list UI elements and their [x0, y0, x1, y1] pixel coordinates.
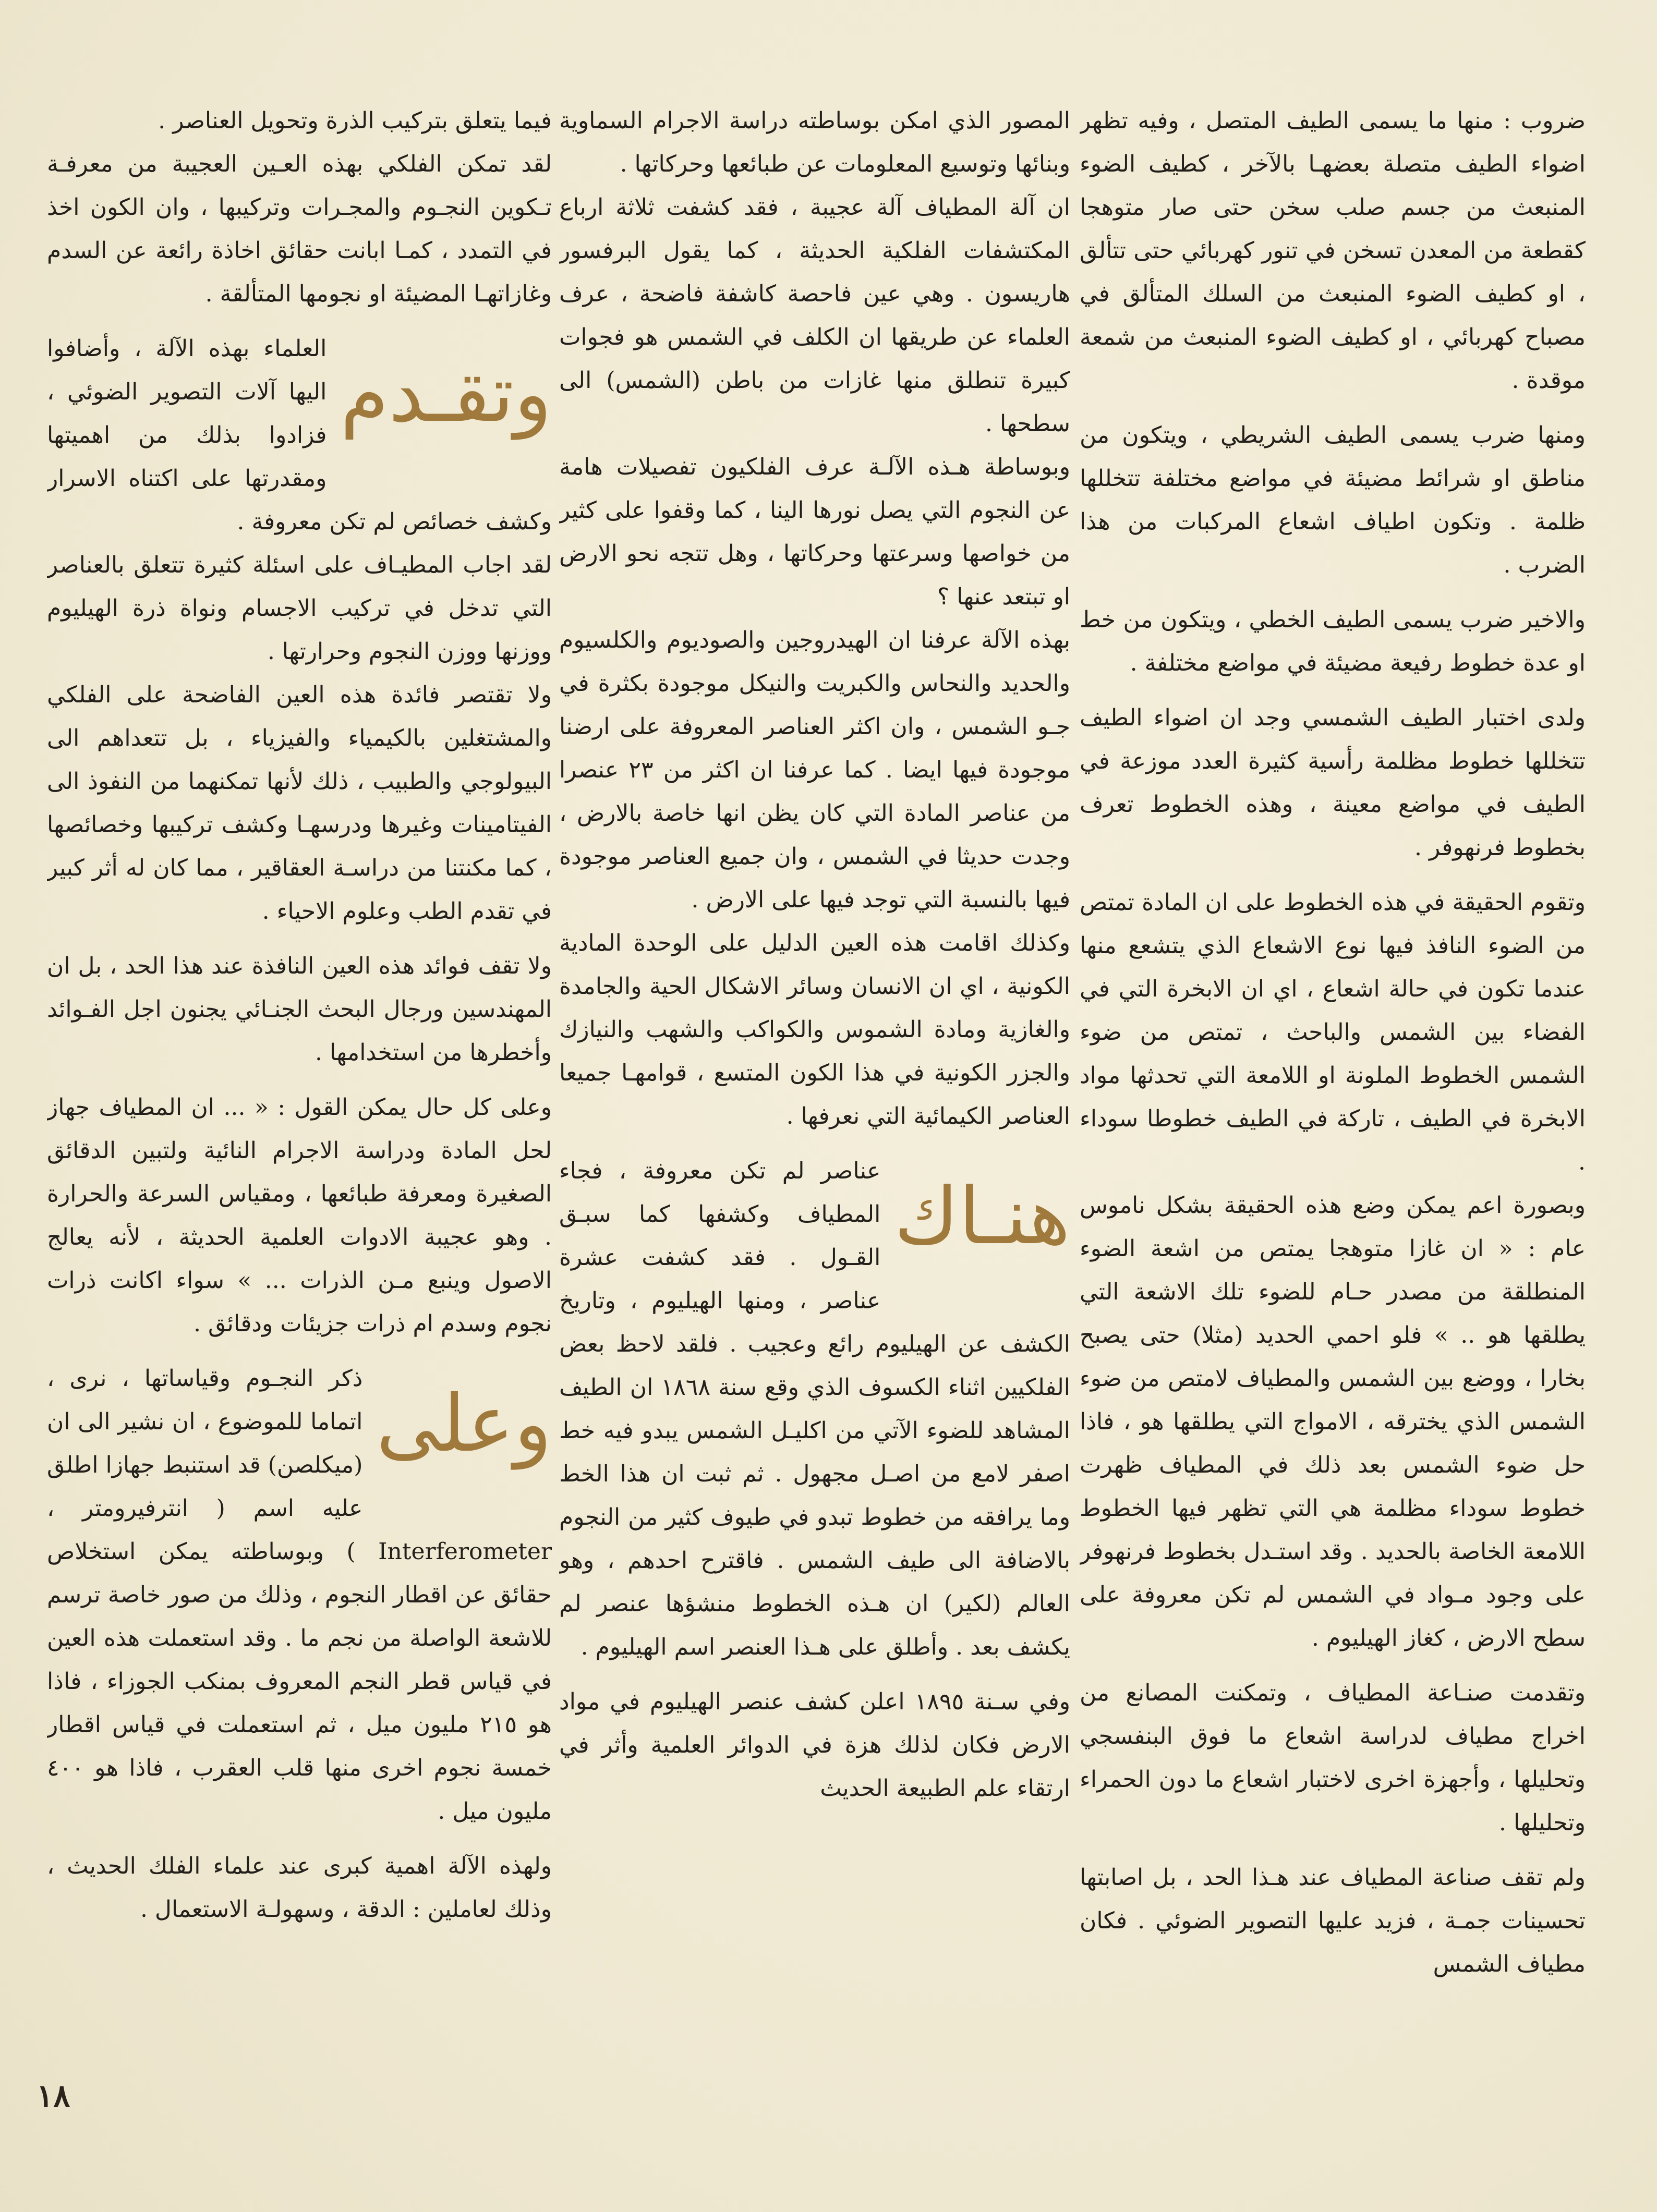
paragraph: وبصورة اعم يمكن وضع هذه الحقيقة بشكل ناموس عام : « ان غازا متوهجا يمتص من اشعة الضوء المنطلقة من مصدر حـام للضوء تلك الاشعة التي يطلقها هو .. » فلو احمي الحديد (مثلا) حتى يصبح بخارا ، ووضع بين الشمس والمطياف لامتص من ضوء الشمس الذي يخترقه ، الامواج التي يطلقها هو ، فاذا حل ضوء الشمس بعد ذلك في المطياف ظهرت خطوط سوداء مظلمة هي التي تظهر فيها الخطوط اللامعة الخاصة بالحديد . وقد استـدل بخطوط فرنهوفر على وجود مـواد في الشمس لم تكن معروفة على سطح الارض ، كغاز الهيليوم .: [1080, 1192, 1586, 1651]
paragraph: وتقدمت صنـاعة المطياف ، وتمكنت المصانع من اخراج مطياف لدراسة اشعاع ما فوق البنفسجي وتحليلها ، وأجهزة اخرى لاختبار اشعاع ما دون الحمراء وتحليلها .: [1080, 1680, 1586, 1836]
paragraph: ولم تقف صناعة المطياف عند هـذا الحد ، بل اصابتها تحسينات جمـة ، فزيد عليها التصوير الضوئي . فكان مطياف الشمس: [1080, 1864, 1586, 1977]
paragraph: ضروب : منها ما يسمى الطيف المتصل ، وفيه تظهر اضواء الطيف متصلة بعضهـا بالآخر ، كطيف الضوء المنبعث من جسم صلب سخن حتى صار متوهجا كقطعة من المعدن تسخن في تنور كهربائي حتى تتألق ، او كطيف الضوء المنبعث من السلك المتألق في مصباح كهربائي ، او كطيف الضوء المنبعث من شمعة موقدة .: [1080, 107, 1586, 394]
paragraph: ومنها ضرب يسمى الطيف الشريطي ، ويتكون من مناطق او شرائط مضيئة في مواضع مختلفة تتخللها ظلمة . وتكون اطياف اشعاع المركبات من هذا الضرب .: [1080, 422, 1586, 578]
decorative-initial-hunak: هنـاك: [894, 1171, 1070, 1262]
paragraph-text: عناصر لم تكن معروفة ، فجاء المطياف وكشفها كما سبـق القـول . فقد كشفت عشرة عناصر ، ومنها الهيليوم ، وتاريخ الكشف عن الهيليوم رائع وعجيب . فلقد لاحظ بعض الفلكيين اثناء الكسوف الذي وقع سنة ١٨٦٨ ان الطيف المشاهد للضوء الآتي من اكليـل الشمس يبدو فيه خط اصفر لامع من اصـل مجهول . ثم ثبت ان هذا الخط وما يرافقه من خطوط تبدو في طيوف كثير من النجوم بالاضافة الى طيف الشمس . فاقترح احدهم ، وهو العالم (لكير) ان هـذه الخطوط منشؤها عنصر لم يكشف بعد . وأطلق على هـذا العنصر اسم الهيليوم .: [559, 1158, 1070, 1660]
paragraph: وتقوم الحقيقة في هذه الخطوط على ان المادة تمتص من الضوء النافذ فيها نوع الاشعاع الذي يتشعع منها عندما تكون في حالة اشعاع ، اي ان الابخرة التي في الفضاء بين الشمس والباحث ، تمتص من ضوء الشمس الخطوط الملونة او اللامعة التي تحدثها مواد الابخرة في الطيف ، تاركة في الطيف خطوطا سوداء .: [1080, 889, 1586, 1175]
paragraph-with-dropcap: [47, 1357, 552, 1833]
paragraph: وفي سـنة ١٨٩٥ اعلن كشف عنصر الهيليوم في مواد الارض فكان لذلك هزة في الدوائر العلمية وأثر في ارتقاء علم الطبيعة الحديث: [559, 1688, 1070, 1802]
decorative-initial-waala: وعلى: [376, 1379, 552, 1469]
paragraph: ولا تقف فوائد هذه العين النافذة عند هذا الحد ، بل ان المهندسين ورجال البحث الجنـائي يجنون اجل الفـوائد وأخطرها من استخدامها .: [47, 953, 552, 1066]
paragraph-with-dropcap: [47, 327, 552, 543]
text-column-right: [1080, 99, 1586, 2112]
page-number: ١٨: [37, 2078, 70, 2114]
paragraph: فيما يتعلق بتركيب الذرة وتحويل العناصر .: [158, 107, 552, 134]
text-column-middle: [559, 99, 1070, 2112]
paragraph-text: ذكر النجـوم وقياساتها ، نرى ، اتماما للموضوع ، ان نشير الى ان (ميكلصن) قد استنبط جهازا اطلق عليه اسم ( انترفيرومتر ، Interferometer ) وبوساطته يمكن استخلاص حقائق عن اقطار النجوم ، وذلك من صور خاصة ترسم للاشعة الواصلة من نجم ما . وقد استعملت هذه العين في قياس قطر النجم المعروف بمنكب الجوزاء ، فاذا هو ٢١٥ مليون ميل ، ثم استعملت في قياس اقطار خمسة نجوم اخرى منها قلب العقرب ، فاذا هو ٤٠٠ مليون ميل .: [47, 1365, 552, 1825]
paragraph: لقد تمكن الفلكي بهذه العـين العجيبة من معرفـة تـكوين النجـوم والمجـرات وتركيبها ، وان الكون اخذ في التمدد ، كمـا ابانت حقائق اخاذة رائعة عن السدم وغازاتهـا المضيئة او نجومها المتألقة .: [47, 151, 552, 307]
text-column-left: [47, 99, 552, 2112]
paragraph: بهذه الآلة عرفنا ان الهيدروجين والصوديوم والكلسيوم والحديد والنحاس والكبريت والنيكل موجودة بكثرة في جـو الشمس ، وان اكثر العناصر المعروفة على ارضنا موجودة فيها ايضا . كما عرفنا ان اكثر من ٢٣ عنصرا من عناصر المادة التي كان يظن انها خاصة بالارض ، وجدت حديثا في الشمس ، وان جميع العناصر موجودة فيها بالنسبة التي توجد فيها على الارض .: [559, 627, 1070, 913]
paragraph-with-dropcap: [559, 1149, 1070, 1669]
paragraph: ولهذه الآلة اهمية كبرى عند علماء الفلك الحديث ، وذلك لعاملين : الدقة ، وسهولـة الاستعمال .: [47, 1853, 552, 1923]
paragraph-text: العلماء بهذه الآلة ، وأضافوا اليها آلات التصوير الضوئي ، فزادوا بذلك من اهميتها ومقدرتها على اكتناه الاسرار وكشف خصائص لم تكن معروفة .: [47, 335, 552, 535]
paragraph: وعلى كل حال يمكن القول : « ... ان المطياف جهاز لحل المادة ودراسة الاجرام النائية ولتبين الدقائق الصغيرة ومعرفة طبائعها ، ومقياس السرعة والحرارة . وهو عجيبة الادوات العلمية الحديثة ، لأنه يعالج الاصول وينبع مـن الذرات ... » سواء اكانت ذرات نجوم وسدم ام ذرات جزيئات ودقائق .: [47, 1094, 552, 1337]
paragraph: ان آلة المطياف آلة عجيبة ، فقد كشفت ثلاثة ارباع المكتشفات الفلكية الحديثة ، كما يقول البرفسور هاريسون . وهي عين فاحصة كاشفة فاضحة ، عرف العلماء عن طريقها ان الكلف في الشمس هو فجوات كبيرة تنطلق منها غازات من باطن (الشمس) الى سطحها .: [559, 194, 1070, 437]
paragraph: والاخير ضرب يسمى الطيف الخطي ، ويتكون من خط او عدة خطوط رفيعة مضيئة في مواضع مختلفة .: [1080, 606, 1586, 676]
paragraph: وبوساطة هـذه الآلـة عرف الفلكيون تفصيلات هامة عن النجوم التي يصل نورها الينا ، كما وقفوا على كثير من خواصها وسرعتها وحركاتها ، وهل تتجه نحو الارض او تبتعد عنها ؟: [559, 454, 1070, 610]
decorative-initial-wataqaddam: وتقـدم: [340, 349, 552, 440]
paragraph: وكذلك اقامت هذه العين الدليل على الوحدة المادية الكونية ، اي ان الانسان وسائر الاشكال الحية والجامدة والغازية ومادة الشموس والكواكب والشهب والنيازك والجزر الكونية في هذا الكون المتسع ، قوامهـا جميعا العناصر الكيمائية التي نعرفها .: [559, 930, 1070, 1129]
paragraph: ولا تقتصر فائدة هذه العين الفاضحة على الفلكي والمشتغلين بالكيمياء والفيزياء ، بل تتعداهم الى البيولوجي والطبيب ، ذلك لأنها تمكنهما من النفوذ الى الفيتامينات وغيرها ودرسهـا وكشف تركيبها وخصائصها ، كما مكنتنا من دراسـة العقاقير ، مما كان له أثر كبير في تقدم الطب وعلوم الاحياء .: [47, 682, 552, 925]
paragraph: لقد اجاب المطيـاف على اسئلة كثيرة تتعلق بالعناصر التي تدخل في تركيب الاجسام ونواة ذرة الهيليوم ووزنها ووزن النجوم وحرارتها .: [47, 552, 552, 665]
paragraph: المصور الذي امكن بوساطته دراسة الاجرام السماوية وبنائها وتوسيع المعلومات عن طبائعها وحركاتها .: [559, 107, 1070, 177]
paragraph: ولدى اختبار الطيف الشمسي وجد ان اضواء الطيف تتخللها خطوط مظلمة رأسية كثيرة العدد موزعة في الطيف في مواضع معينة ، وهذه الخطوط تعرف بخطوط فرنهوفر .: [1080, 704, 1586, 861]
